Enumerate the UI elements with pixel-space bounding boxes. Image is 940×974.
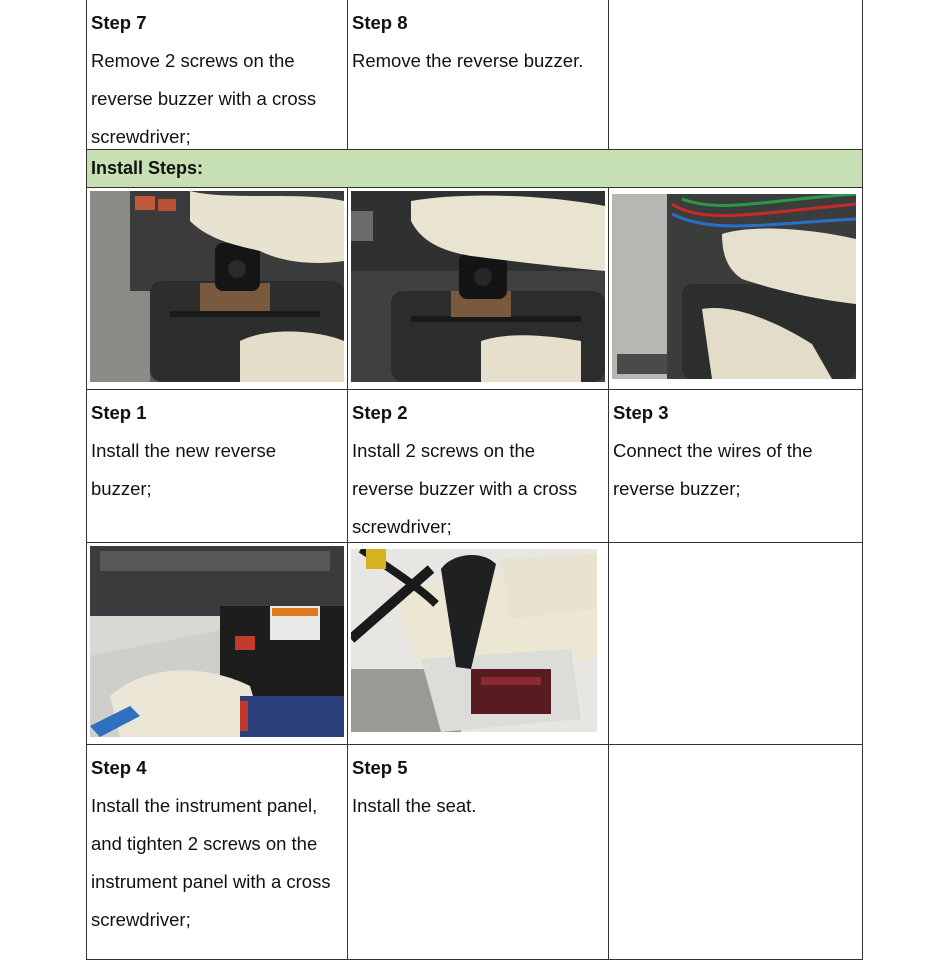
remove-steps-row — [86, 0, 863, 150]
photo-install-seat — [351, 549, 597, 732]
install-photos-row-2 — [86, 543, 863, 745]
photo-cell-step-2 — [348, 188, 609, 390]
empty-cell — [609, 0, 863, 150]
photo-install-buzzer — [90, 191, 344, 382]
install-steps-banner: Install Steps: — [86, 149, 863, 188]
step-8-cell — [348, 0, 609, 150]
step-2-line: reverse buzzer with a cross — [352, 478, 578, 499]
step-4-title: Step 4 — [91, 757, 147, 778]
photo-cell-step-5 — [348, 543, 609, 745]
step-7-title: Step 7 — [91, 12, 147, 33]
step-3-title: Step 3 — [613, 402, 669, 423]
step-5-line: Install the seat. — [352, 795, 477, 816]
step-7-line: Remove 2 screws on the — [91, 50, 295, 71]
step-2-line: screwdriver; — [352, 516, 452, 537]
install-steps-row-1 — [86, 390, 863, 543]
step-8-line: Remove the reverse buzzer. — [352, 50, 584, 71]
step-4-line: instrument panel with a cross — [91, 871, 331, 892]
install-steps-row-2 — [86, 745, 863, 960]
step-3-line: reverse buzzer; — [613, 478, 741, 499]
photo-install-screws — [351, 191, 605, 382]
step-4-cell — [86, 745, 348, 960]
photo-cell-step-1 — [86, 188, 348, 390]
step-4-line: Install the instrument panel, — [91, 795, 318, 816]
step-7-line: screwdriver; — [91, 126, 191, 147]
step-8-title: Step 8 — [352, 12, 408, 33]
step-2-cell — [348, 390, 609, 543]
install-photos-row-1 — [86, 188, 863, 390]
empty-cell — [609, 745, 863, 960]
step-4-line: screwdriver; — [91, 909, 191, 930]
step-2-title: Step 2 — [352, 402, 408, 423]
step-1-line: buzzer; — [91, 478, 152, 499]
photo-cell-step-4 — [86, 543, 348, 745]
step-3-line: Connect the wires of the — [613, 440, 813, 461]
step-1-title: Step 1 — [91, 402, 147, 423]
empty-cell — [609, 543, 863, 745]
step-4-line: and tighten 2 screws on the — [91, 833, 318, 854]
photo-cell-step-3 — [609, 188, 863, 390]
photo-instrument-panel — [90, 546, 344, 737]
step-7-line: reverse buzzer with a cross — [91, 88, 317, 109]
step-2-line: Install 2 screws on the — [352, 440, 536, 461]
step-5-title: Step 5 — [352, 757, 408, 778]
step-1-line: Install the new reverse — [91, 440, 277, 461]
photo-connect-wires — [612, 194, 856, 379]
step-5-cell — [348, 745, 609, 960]
step-1-cell — [86, 390, 348, 543]
step-3-cell — [609, 390, 863, 543]
step-7-cell — [86, 0, 348, 150]
